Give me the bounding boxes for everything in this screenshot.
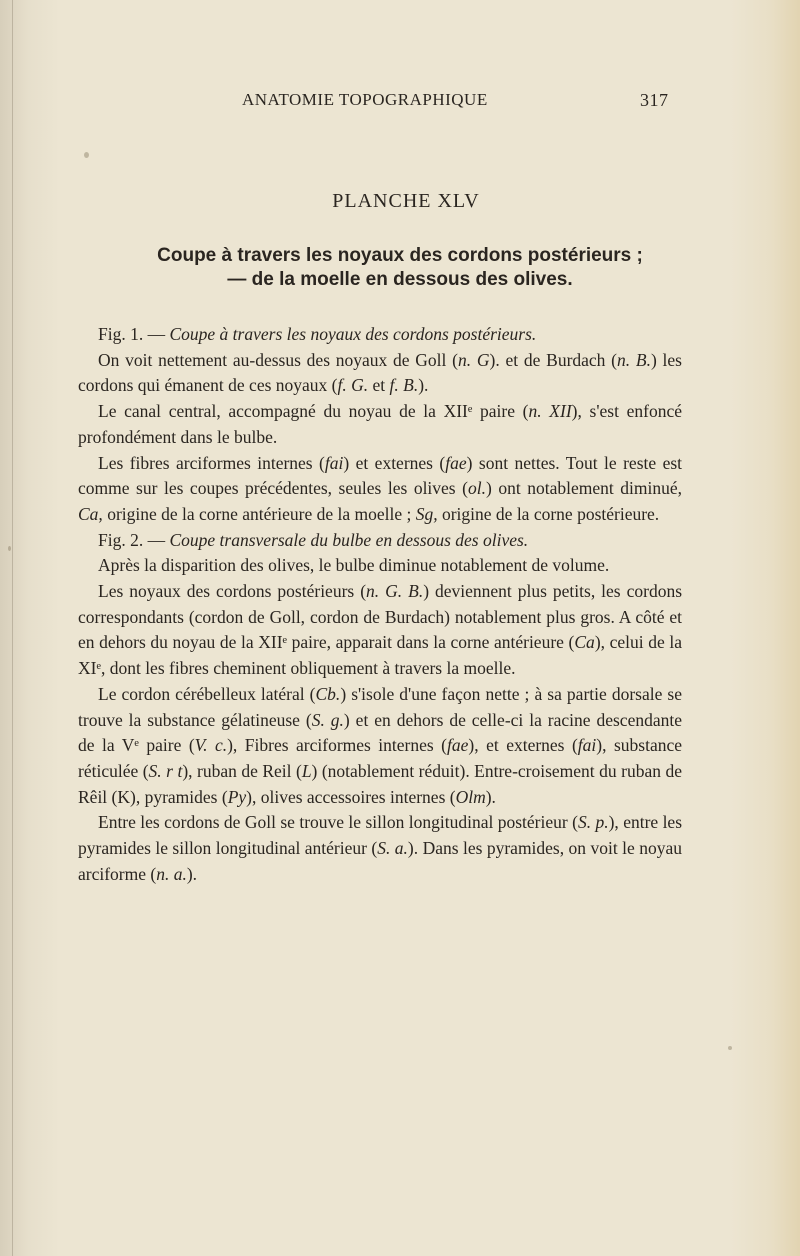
fig2-caption: Coupe transversale du bulbe en dessous des olives. (169, 529, 529, 550)
section-title-line-1: Coupe à travers les noyaux des cordons postérieurs ; (157, 245, 643, 266)
fig1-caption-paragraph (78, 322, 682, 348)
body-text (78, 322, 682, 887)
section-title-line-2: — de la moelle en dessous des olives. (227, 269, 573, 290)
fig2-paragraph-2: Les noyaux des cordons postérieurs (n. G. B.) deviennent plus petits, les cordons correspondants (cordon de Goll, cordon de Burdach) notablement plus gros. A côté et en dehors du noyau de la XIIᵉ paire, apparait dans la corne antérieure (Ca), celui de la XIᵉ, dont les fibres cheminent obliquement à travers la moelle. (78, 581, 683, 679)
fig1-paragraph-2: Le canal central, accompagné du noyau de la XIIᵉ paire (n. XII), s'est enfoncé profondément dans le bulbe. (78, 401, 682, 447)
fig1-label: Fig. 1. — (98, 324, 166, 344)
paper-speck (728, 1046, 732, 1050)
paper-speck (84, 152, 89, 158)
fig2-paragraph-1: Après la disparition des olives, le bulbe diminue notablement de volume. (98, 555, 610, 576)
page-number: 317 (640, 90, 669, 110)
fig1-paragraph-3: Les fibres arciformes internes (fai) et externes (fae) sont nettes. Tout le reste est comme sur les coupes précédentes, seules les olives (ol.) ont notablement diminué, Ca, origine de la corne antérieure de la moelle ; Sg, origine de la corne postérieure. (78, 452, 683, 524)
fig2-caption-paragraph (78, 528, 682, 554)
running-header (0, 90, 800, 114)
fig1-caption: Coupe à travers les noyaux des cordons postérieurs. (169, 324, 537, 344)
running-title: ANATOMIE TOPOGRAPHIQUE (242, 90, 488, 109)
fig2-paragraph-4: Entre les cordons de Goll se trouve le sillon longitudinal postérieur (S. p.), entre les pyramides le sillon longitudinal antérieur (S. a.). Dans les pyramides, on voit le noyau arciforme (n. a.). (78, 812, 683, 884)
section-title (60, 244, 740, 292)
fig2-paragraph-3: Le cordon cérébelleux latéral (Cb.) s'isole d'une façon nette ; à sa partie dorsale se trouve la substance gélatineuse (S. g.) et en dehors de celle-ci la racine descendante de la Vᵉ paire (V. c.), Fibres arciformes internes (fae), et externes (fai), substance réticulée (S. r t), ruban de Reil (L) (notablement réduit). Entre-croisement du ruban de Rêil (K), pyramides (Py), olives accessoires internes (Olm). (78, 683, 682, 807)
page-edge-rule (12, 0, 13, 1256)
plate-heading: PLANCHE XLV (332, 190, 480, 212)
paper-speck (8, 546, 11, 551)
fig1-paragraph-1: On voit nettement au-dessus des noyaux de Goll (n. G). et de Burdach (n. B.) les cordons qui émanent de ces noyaux (f. G. et f. B.). (78, 349, 682, 396)
fig2-label: Fig. 2. — (98, 529, 166, 550)
